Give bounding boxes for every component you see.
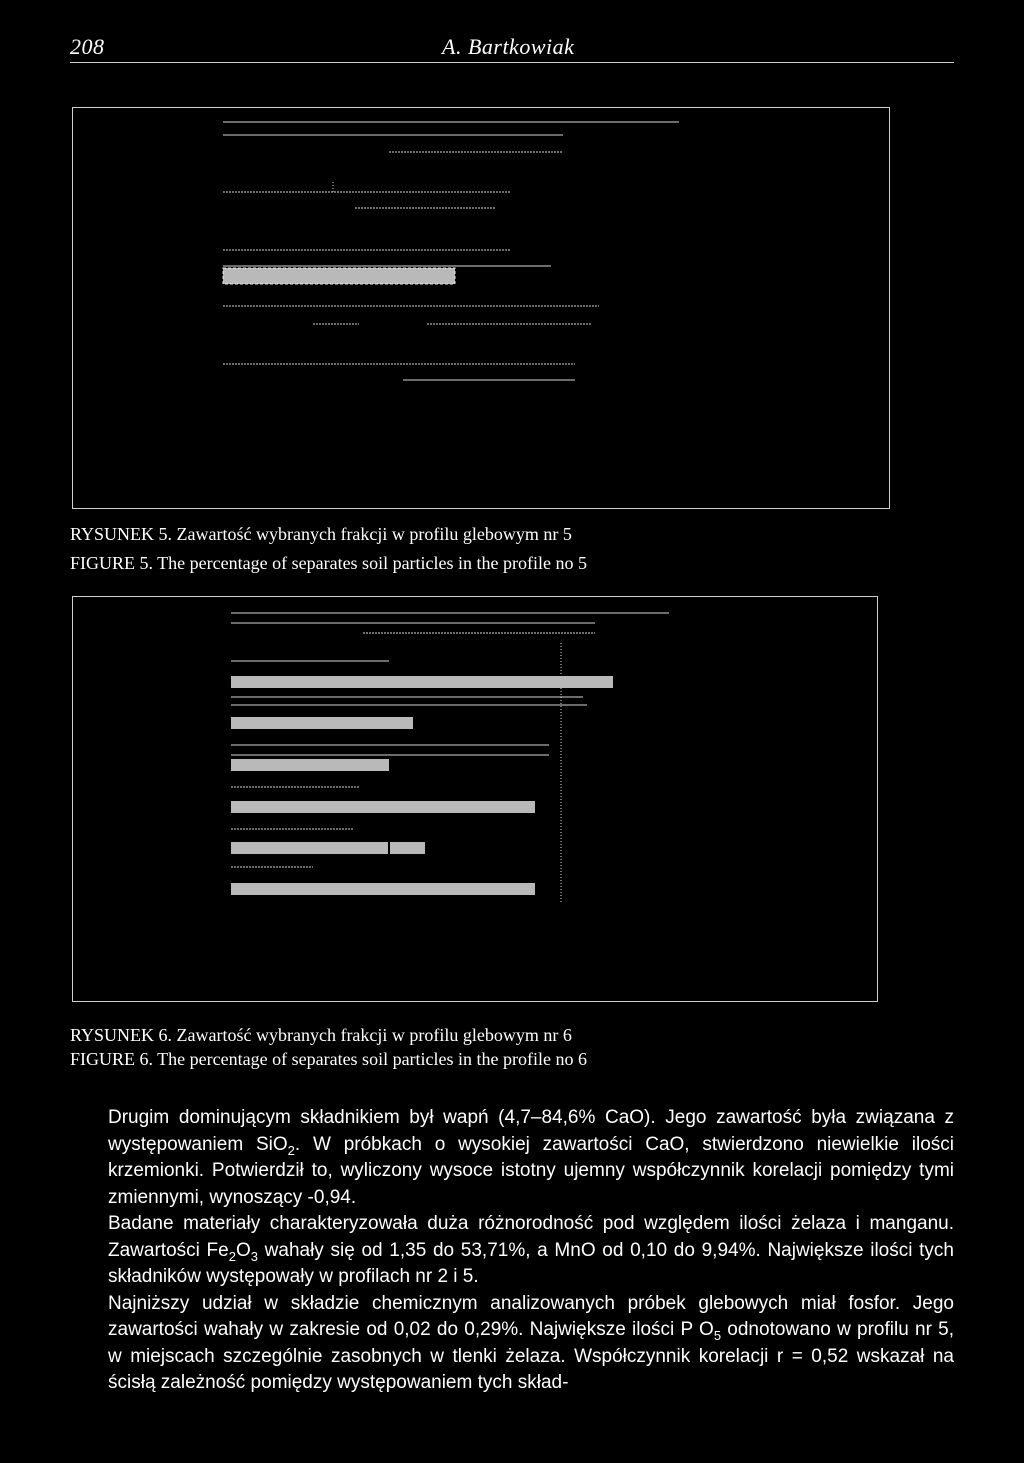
paragraph-3 <box>108 1291 954 1397</box>
figure-6-caption-en: FIGURE 6. The percentage of separates soil particles in the profile no 6 <box>70 1049 588 1069</box>
fig6-bar <box>231 801 535 813</box>
fig6-bar <box>231 717 413 729</box>
figure-5-caption-en: FIGURE 5. The percentage of separates soil particles in the profile no 5 <box>70 553 588 573</box>
figure-5-graphic <box>73 108 889 508</box>
paragraph-2-part-b: wahały się od 1,35 do 53,71%, a MnO od 0,10 do 9,94%. Największe ilości tych składników występowały w profilach nr 2 i 5. <box>108 1239 954 1287</box>
subscript: 5 <box>713 1327 722 1343</box>
fig6-bar <box>231 676 613 688</box>
subscript: 2 <box>228 1248 236 1264</box>
paragraph-3-part-a: Najniższy udział w składzie chemicznym analizowanych próbek glebowych miał fosfor. Jego zawartości wahały w zakresie od 0,02 do 0,29%. Największe ilości P <box>108 1292 954 1340</box>
paragraph-1-part-b: . W próbkach o wysokiej zawartości CaO, stwierdzono niewielkie ilości krzemionki. Potwierdził to, wyliczony wysoce istotny ujemny współczynnik korelacji pomiędzy tymi zmiennymi, wynoszący -0,94. <box>108 1133 954 1208</box>
fig6-bar <box>231 883 535 895</box>
figure-5-chart <box>72 107 890 509</box>
fig5-bar <box>223 268 455 284</box>
paragraph-2-part-a: Badane materiały charakteryzowała duża różnorodność pod względem ilości żelaza i manganu. Zawartości Fe <box>108 1213 954 1261</box>
paragraph-1 <box>108 1105 954 1211</box>
paragraph-3-mid: O <box>692 1319 714 1340</box>
fig6-bar <box>231 759 389 771</box>
body-text <box>108 1105 954 1397</box>
page-header <box>70 30 954 63</box>
figure-5-caption-pl: RYSUNEK 5. Zawartość wybranych frakcji w profilu glebowym nr 5 <box>70 524 572 544</box>
page-number: 208 <box>70 34 105 59</box>
paragraph-2 <box>108 1211 954 1291</box>
figure-6-graphic <box>73 597 877 1001</box>
paragraph-1-part-a: Drugim dominującym składnikiem był wapń (4,7–84,6% CaO). Jego zawartość była związana z występowaniem SiO <box>108 1107 954 1155</box>
subscript: 3 <box>250 1248 258 1264</box>
figure-6-caption-pl: RYSUNEK 6. Zawartość wybranych frakcji w profilu glebowym nr 6 <box>70 1025 572 1045</box>
running-head: A. Bartkowiak <box>442 34 575 59</box>
fig6-bar <box>231 842 425 854</box>
figure-6-chart <box>72 596 878 1002</box>
subscript: 2 <box>287 1142 295 1158</box>
paragraph-3-part-b: odnotowano w profilu nr 5, w miejscach szczególnie zasobnych w tlenki żelaza. Współczynnik korelacji r = 0,52 wskazał na ścisłą zależność pomiędzy występowaniem tych skład- <box>108 1319 955 1393</box>
paragraph-2-mid: O <box>235 1239 251 1261</box>
